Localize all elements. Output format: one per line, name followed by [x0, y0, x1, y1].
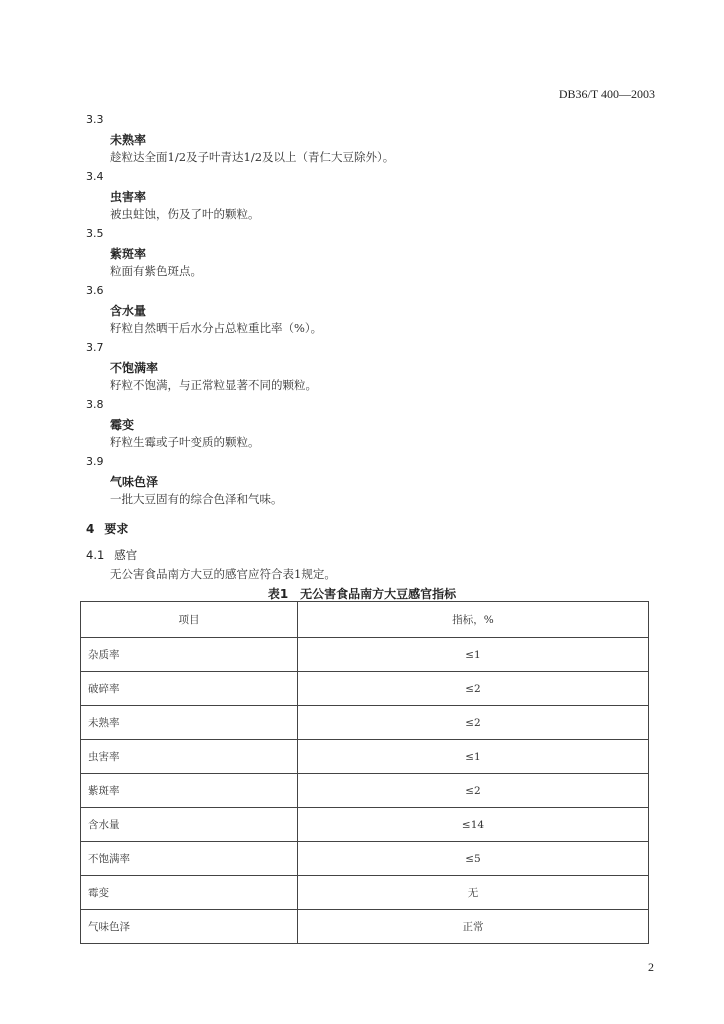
header-item: 项目 — [81, 602, 298, 638]
row-value: ≤1 — [298, 740, 649, 774]
table-header-row — [81, 602, 649, 638]
clause-number: 3.8 — [86, 398, 104, 411]
clause-number: 3.6 — [86, 284, 104, 297]
clause-number: 3.5 — [86, 227, 104, 240]
clause-definition: 籽粒自然晒干后水分占总粒重比率（%）。 — [110, 321, 323, 335]
clause-term: 紫斑率 — [110, 247, 147, 261]
clause-term: 霉变 — [110, 418, 135, 432]
clause-number: 3.3 — [86, 113, 104, 126]
row-value: 正常 — [298, 910, 649, 944]
clause-number: 3.9 — [86, 455, 104, 468]
clause-definition: 籽粒不饱满，与正常粒显著不同的颗粒。 — [110, 378, 317, 392]
table-row — [81, 706, 649, 740]
table-row — [81, 876, 649, 910]
subsection-heading — [86, 547, 137, 563]
row-value: ≤14 — [298, 808, 649, 842]
row-item: 紫斑率 — [81, 774, 298, 808]
table-row — [81, 740, 649, 774]
sensory-index-table — [80, 601, 649, 944]
clause-definition: 趁粒达全面1/2及子叶青达1/2及以上（青仁大豆除外）。 — [110, 150, 395, 164]
clause-definition: 籽粒生霉或子叶变质的颗粒。 — [110, 435, 260, 449]
row-item: 破碎率 — [81, 672, 298, 706]
row-item: 霉变 — [81, 876, 298, 910]
row-item: 未熟率 — [81, 706, 298, 740]
subsection-number: 4.1 — [86, 548, 105, 562]
row-value: ≤2 — [298, 706, 649, 740]
clause-number: 3.4 — [86, 170, 104, 183]
row-value: ≤2 — [298, 672, 649, 706]
clause-term: 未熟率 — [110, 133, 147, 147]
row-item: 含水量 — [81, 808, 298, 842]
row-value: ≤1 — [298, 638, 649, 672]
clause-term: 虫害率 — [110, 190, 147, 204]
row-value: 无 — [298, 876, 649, 910]
row-item: 气味色泽 — [81, 910, 298, 944]
row-item: 不饱满率 — [81, 842, 298, 876]
section-heading — [86, 520, 128, 537]
section-title: 要求 — [104, 522, 129, 536]
clause-term: 不饱满率 — [110, 361, 159, 375]
row-item: 虫害率 — [81, 740, 298, 774]
row-value: ≤2 — [298, 774, 649, 808]
table-row — [81, 638, 649, 672]
clause-term: 含水量 — [110, 304, 147, 318]
header-index: 指标，% — [298, 602, 649, 638]
row-item: 杂质率 — [81, 638, 298, 672]
clause-definition: 粒面有紫色斑点。 — [110, 264, 202, 278]
clause-term: 气味色泽 — [110, 475, 159, 489]
table-row — [81, 808, 649, 842]
document-code: DB36/T 400—2003 — [558, 87, 655, 101]
table-caption: 表1 无公害食品南方大豆感官指标 — [267, 587, 457, 601]
subsection-title: 感官 — [114, 548, 138, 562]
section-number: 4 — [86, 522, 95, 536]
clause-definition: 一批大豆固有的综合色泽和气味。 — [110, 492, 283, 506]
table-row — [81, 910, 649, 944]
table-row — [81, 842, 649, 876]
row-value: ≤5 — [298, 842, 649, 876]
table-row — [81, 672, 649, 706]
table-row — [81, 774, 649, 808]
clause-number: 3.7 — [86, 341, 104, 354]
clause-definition: 被虫蛀蚀，伤及了叶的颗粒。 — [110, 207, 260, 221]
subsection-text: 无公害食品南方大豆的感官应符合表1规定。 — [110, 567, 336, 581]
page-number: 2 — [648, 960, 654, 974]
